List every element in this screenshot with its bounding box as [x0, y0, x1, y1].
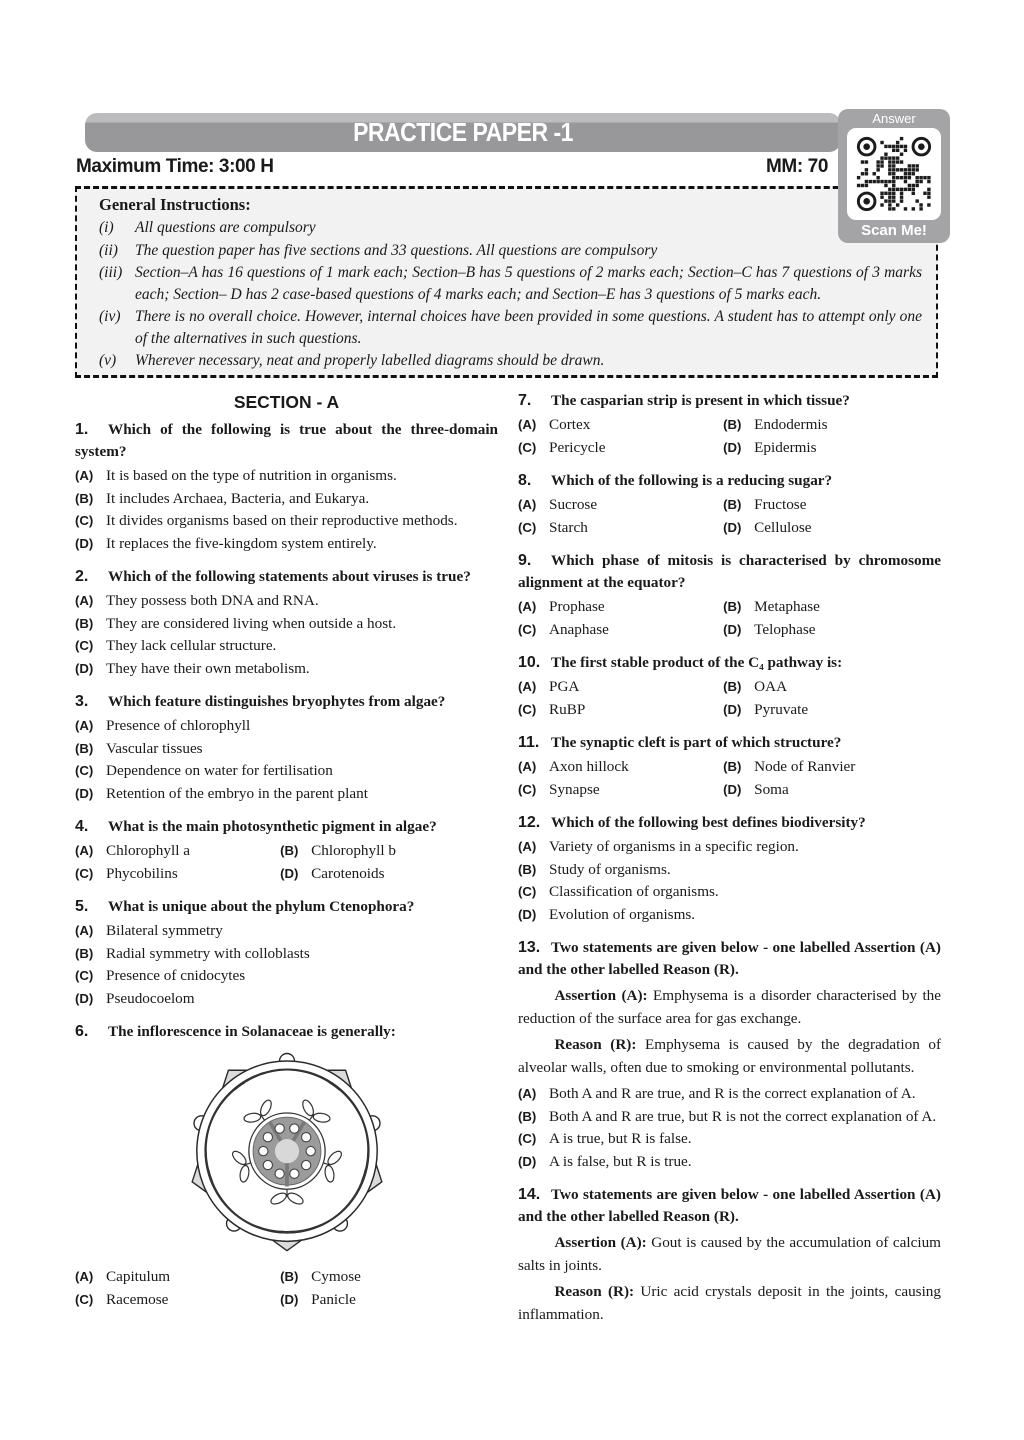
qr-code-icon [852, 133, 936, 215]
option-text: It is based on the type of nutrition in organisms. [106, 467, 397, 484]
title-bar [85, 113, 841, 152]
time-marks-row [76, 156, 828, 178]
option-item [723, 779, 941, 802]
option-item [75, 465, 498, 488]
option-text: Epidermis [754, 438, 817, 456]
option-label: (A) [75, 1269, 94, 1284]
question-head [518, 1184, 941, 1228]
option-item [518, 494, 723, 517]
option-item [280, 1266, 498, 1289]
question-number: 9. [518, 552, 532, 569]
paragraph-text: Uric acid crystals deposit in the joints, causing inflammation. [518, 1283, 941, 1323]
option-text: Cellulose [754, 518, 812, 536]
question-head [518, 550, 941, 594]
option-label: (B) [723, 599, 742, 614]
option-item [518, 756, 723, 779]
option-label: (B) [723, 497, 742, 512]
option-label: (B) [518, 1108, 537, 1124]
right-column [518, 390, 941, 1337]
option-item [518, 1128, 941, 1151]
option-text: RuBP [549, 700, 586, 718]
instruction-number: (v) [99, 352, 117, 369]
option-label: (A) [518, 759, 537, 774]
question-block [518, 732, 941, 801]
option-text: OAA [754, 678, 788, 695]
option-item [518, 1083, 941, 1106]
option-item [518, 836, 941, 859]
question-block [75, 1021, 498, 1311]
answer-qr-panel [838, 109, 950, 243]
option-item [75, 738, 498, 761]
option-item [518, 881, 941, 904]
option-text: Cortex [549, 416, 591, 433]
option-item [280, 1289, 498, 1312]
option-label: (C) [75, 638, 94, 653]
option-text: Capitulum [106, 1268, 171, 1285]
question-block [518, 1184, 941, 1326]
question-head [518, 390, 941, 412]
assertion-reason-paragraph [518, 985, 941, 1030]
question-number: 14. [518, 1186, 541, 1203]
option-label: (B) [723, 679, 742, 694]
question-text: Which of the following is a reducing sugar? [551, 472, 833, 489]
paragraph-lead: Reason (R): [554, 1036, 637, 1053]
option-label: (C) [518, 519, 537, 535]
assertion-reason-paragraph [518, 1232, 941, 1277]
option-text: Prophase [549, 598, 605, 615]
option-item [75, 590, 498, 613]
option-text: Both A and R are true, but R is not the correct explanation of A. [549, 1107, 937, 1125]
option-label: (D) [723, 621, 742, 637]
option-item [75, 783, 498, 806]
option-item [75, 533, 498, 556]
option-item [518, 1151, 941, 1174]
option-text: It replaces the five-kingdom system entirely. [106, 534, 377, 552]
option-label: (C) [75, 513, 94, 528]
question-text: The casparian strip is present in which tissue? [551, 392, 850, 409]
section-a-title: SECTION - A [233, 392, 340, 412]
option-label: (D) [280, 865, 299, 881]
option-text: Pericycle [549, 438, 606, 456]
question-head [518, 652, 941, 674]
option-label: (D) [723, 781, 742, 797]
question-number: 1. [75, 421, 89, 438]
question-text: Which of the following best defines biodiversity? [551, 814, 866, 831]
option-text: Evolution of organisms. [549, 905, 696, 923]
option-item [723, 699, 941, 722]
option-text: Dependence on water for fertilisation [106, 762, 333, 779]
option-item [75, 840, 280, 863]
option-label: (D) [518, 1153, 537, 1169]
question-block [75, 419, 498, 555]
question-head [75, 816, 498, 838]
option-label: (A) [75, 593, 94, 608]
question-block [75, 816, 498, 885]
option-label: (A) [75, 718, 94, 733]
option-label: (C) [518, 621, 537, 637]
instruction-item [99, 306, 922, 349]
instruction-number: (iv) [99, 308, 121, 325]
question-block [75, 691, 498, 805]
option-text: Panicle [311, 1290, 356, 1308]
option-text: They lack cellular structure. [106, 637, 277, 654]
instruction-text: Wherever necessary, neat and properly labelled diagrams should be drawn. [135, 352, 605, 369]
question-text: Which phase of mitosis is characterised by chromosome alignment at the equator? [518, 552, 941, 591]
option-label: (D) [280, 1291, 299, 1307]
option-item [723, 517, 941, 540]
options-grid [75, 840, 498, 885]
option-item [75, 965, 498, 988]
paragraph-lead: Reason (R): [554, 1283, 635, 1300]
option-label: (B) [75, 945, 94, 961]
option-text: Endodermis [754, 416, 828, 433]
option-text: Synapse [549, 780, 600, 798]
option-label: (D) [75, 660, 94, 676]
question-block [518, 937, 941, 1173]
option-text: They have their own metabolism. [106, 659, 310, 677]
question-head [75, 1021, 498, 1043]
option-label: (C) [518, 884, 537, 899]
option-text: Soma [754, 780, 789, 798]
option-label: (A) [75, 843, 94, 858]
question-head [75, 896, 498, 918]
option-label: (B) [75, 615, 94, 631]
option-item [75, 920, 498, 943]
instruction-text: There is no overall choice. However, internal choices have been provided in some questions. A student has to attempt only one of the alternatives in such questions. [135, 308, 922, 347]
option-label: (A) [518, 1086, 537, 1101]
option-item [723, 437, 941, 460]
option-text: It divides organisms based on their reproductive methods. [106, 512, 458, 529]
question-text: What is the main photosynthetic pigment in algae? [108, 818, 437, 835]
option-item [75, 715, 498, 738]
option-text: Fructose [754, 496, 807, 513]
option-text: Phycobilins [106, 864, 178, 882]
option-text: They are considered living when outside a host. [106, 614, 397, 632]
question-head [518, 470, 941, 492]
option-text: They possess both DNA and RNA. [106, 592, 319, 609]
option-item [518, 779, 723, 802]
option-text: Cymose [311, 1268, 361, 1285]
option-item [723, 414, 941, 437]
question-head [75, 691, 498, 713]
instruction-item [99, 217, 922, 239]
question-text: The first stable product of the C₄ pathway is: [551, 654, 843, 671]
option-text: Pseudocoelom [106, 989, 195, 1007]
question-block [518, 652, 941, 721]
paragraph-text: Emphysema is caused by the degradation of alveolar walls, often due to smoking or environmental pollutants. [518, 1036, 941, 1076]
options-grid [518, 414, 941, 459]
option-label: (C) [518, 1131, 537, 1146]
option-text: Chlorophyll b [311, 842, 396, 859]
question-columns [75, 390, 941, 1337]
option-text: Retention of the embryo in the parent plant [106, 784, 368, 802]
option-item [518, 859, 941, 882]
instruction-text: Section–A has 16 questions of 1 mark each; Section–B has 5 questions of 2 marks each; Section–C has 7 questions of 3 marks each; Section– D has 2 case-based questions of 4 marks each; and Section–E has 3 questions of 5 marks each. [135, 264, 922, 303]
option-text: Radial symmetry with colloblasts [106, 944, 310, 962]
floral-diagram [166, 1047, 408, 1259]
question-number: 10. [518, 654, 541, 671]
option-label: (D) [723, 439, 742, 455]
option-text: Classification of organisms. [549, 883, 719, 900]
option-item [518, 437, 723, 460]
option-item [75, 658, 498, 681]
option-item [518, 596, 723, 619]
option-label: (C) [518, 781, 537, 797]
question-number: 11. [518, 734, 540, 751]
option-item [518, 699, 723, 722]
question-text: Which of the following statements about viruses is true? [108, 568, 471, 585]
instruction-text: The question paper has five sections and 33 questions. All questions are compulsory [135, 241, 658, 259]
options-grid [518, 756, 941, 801]
option-text: Sucrose [549, 496, 598, 513]
option-text: Axon hillock [549, 758, 629, 775]
instruction-item [99, 240, 922, 262]
option-label: (B) [280, 843, 299, 858]
option-label: (A) [75, 468, 94, 483]
option-item [75, 635, 498, 658]
option-text: A is false, but R is true. [549, 1152, 692, 1170]
option-item [75, 488, 498, 511]
option-item [723, 619, 941, 642]
question-number: 6. [75, 1023, 89, 1040]
option-item [75, 943, 498, 966]
max-time-label: Maximum Time: 3:00 H [76, 156, 274, 177]
option-text: Chlorophyll a [106, 842, 190, 859]
option-label: (B) [723, 759, 742, 774]
question-block [518, 812, 941, 926]
options-grid [518, 676, 941, 721]
instructions-list [99, 217, 922, 372]
option-text: Node of Ranvier [754, 758, 856, 775]
question-text: Two statements are given below - one labelled Assertion (A) and the other labelled Reason (R). [518, 939, 941, 978]
question-number: 4. [75, 818, 89, 835]
paragraph-text: Gout is caused by the accumulation of calcium salts in joints. [518, 1234, 941, 1274]
option-label: (C) [75, 1291, 94, 1307]
floral-diagram-wrap [75, 1047, 498, 1264]
option-label: (C) [75, 968, 94, 983]
option-label: (A) [518, 599, 537, 614]
qr-code-frame [847, 128, 941, 220]
max-marks-label: MM: 70 [766, 156, 828, 177]
instruction-number: (i) [99, 219, 114, 236]
option-text: Vascular tissues [106, 739, 203, 757]
instruction-number: (iii) [99, 264, 123, 281]
question-number: 13. [518, 939, 541, 956]
instructions-heading: General Instructions: [99, 195, 251, 214]
options-grid [518, 494, 941, 539]
option-item [518, 619, 723, 642]
option-text: Bilateral symmetry [106, 922, 223, 939]
option-item [75, 510, 498, 533]
general-instructions-box [75, 186, 938, 378]
paragraph-lead: Assertion (A): [554, 987, 648, 1004]
question-head [518, 732, 941, 754]
option-item [518, 517, 723, 540]
question-head [75, 566, 498, 588]
option-label: (C) [518, 439, 537, 455]
option-label: (D) [75, 990, 94, 1006]
option-text: Both A and R are true, and R is the correct explanation of A. [549, 1085, 916, 1102]
option-label: (B) [75, 740, 94, 756]
question-number: 7. [518, 392, 532, 409]
option-item [518, 676, 723, 699]
option-label: (A) [518, 497, 537, 512]
options-grid [75, 1266, 498, 1311]
question-block [75, 566, 498, 680]
option-text: Metaphase [754, 598, 820, 615]
question-head [75, 419, 498, 463]
option-text: Study of organisms. [549, 860, 671, 878]
option-text: Variety of organisms in a specific region. [549, 838, 799, 855]
option-text: Anaphase [549, 620, 609, 638]
instruction-item [99, 350, 922, 372]
option-text: Pyruvate [754, 700, 809, 718]
option-text: PGA [549, 678, 580, 695]
instruction-text: All questions are compulsory [135, 219, 316, 236]
question-block [75, 896, 498, 1010]
question-head [518, 812, 941, 834]
page-title: PRACTICE PAPER -1 [353, 117, 573, 147]
option-label: (B) [280, 1269, 299, 1284]
option-text: Starch [549, 518, 588, 536]
option-label: (D) [75, 535, 94, 551]
option-text: It includes Archaea, Bacteria, and Eukarya. [106, 489, 370, 507]
option-label: (A) [518, 839, 537, 854]
option-text: Carotenoids [311, 864, 385, 882]
option-text: Presence of cnidocytes [106, 967, 246, 984]
option-item [723, 756, 941, 779]
option-label: (C) [75, 865, 94, 881]
option-label: (B) [723, 417, 742, 432]
option-label: (C) [518, 701, 537, 717]
option-item [75, 1289, 280, 1312]
question-text: Which of the following is true about the three-domain system? [75, 421, 498, 460]
option-label: (C) [75, 763, 94, 778]
option-item [75, 863, 280, 886]
option-label: (D) [723, 701, 742, 717]
option-item [518, 1106, 941, 1129]
option-item [518, 904, 941, 927]
option-text: Telophase [754, 620, 816, 638]
qr-answer-label: Answer [872, 111, 916, 126]
floral-ovary [248, 1113, 324, 1189]
question-block [518, 390, 941, 459]
option-item [280, 840, 498, 863]
option-label: (D) [723, 519, 742, 535]
option-item [75, 613, 498, 636]
qr-scanme-label: Scan Me! [861, 222, 927, 239]
option-item [75, 988, 498, 1011]
question-text: The inflorescence in Solanaceae is generally: [108, 1023, 396, 1040]
question-number: 2. [75, 568, 89, 585]
question-text: Two statements are given below - one labelled Assertion (A) and the other labelled Reason (R). [518, 1186, 941, 1225]
option-item [518, 414, 723, 437]
instruction-number: (ii) [99, 241, 118, 259]
option-text: Presence of chlorophyll [106, 717, 251, 734]
option-label: (D) [518, 906, 537, 922]
option-label: (A) [518, 679, 537, 694]
question-number: 12. [518, 814, 541, 831]
assertion-reason-paragraph [518, 1281, 941, 1326]
option-text: A is true, but R is false. [549, 1130, 692, 1147]
options-grid [518, 596, 941, 641]
paragraph-text: Emphysema is a disorder characterised by the reduction of the surface area for gas exchange. [518, 987, 941, 1027]
question-number: 3. [75, 693, 89, 710]
instruction-item [99, 262, 922, 305]
question-text: Which feature distinguishes bryophytes from algae? [108, 693, 446, 710]
question-block [518, 550, 941, 641]
question-text: What is unique about the phylum Ctenophora? [108, 898, 415, 915]
paragraph-lead: Assertion (A): [554, 1234, 647, 1251]
option-label: (A) [75, 923, 94, 938]
option-label: (A) [518, 417, 537, 432]
question-text: The synaptic cleft is part of which structure? [551, 734, 842, 751]
option-label: (B) [75, 490, 94, 506]
option-item [75, 1266, 280, 1289]
option-item [75, 760, 498, 783]
option-item [723, 676, 941, 699]
option-item [280, 863, 498, 886]
option-text: Racemose [106, 1290, 169, 1308]
question-number: 5. [75, 898, 89, 915]
option-item [723, 494, 941, 517]
option-label: (B) [518, 861, 537, 877]
assertion-reason-paragraph [518, 1034, 941, 1079]
option-item [723, 596, 941, 619]
question-number: 8. [518, 472, 532, 489]
option-label: (D) [75, 785, 94, 801]
question-head [518, 937, 941, 981]
question-block [518, 470, 941, 539]
left-column [75, 390, 498, 1337]
